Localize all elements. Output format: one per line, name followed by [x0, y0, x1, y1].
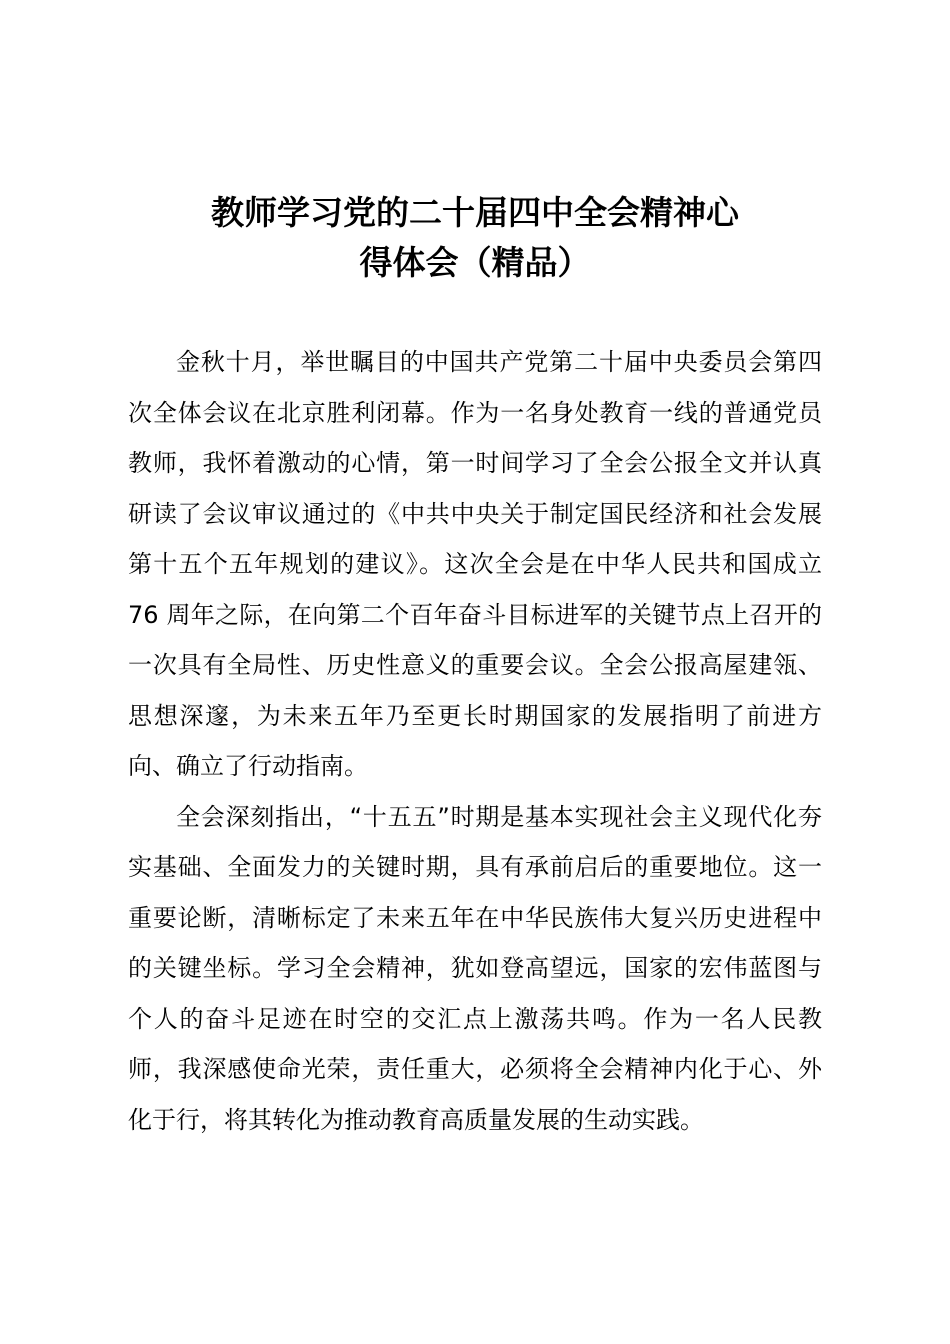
document-title — [128, 188, 822, 288]
title-line-1: 教师学习党的二十届四中全会精神心 — [211, 193, 739, 232]
document-body — [128, 337, 822, 1145]
title-line-2: 得体会（精品） — [359, 243, 591, 282]
paragraph-1: 金秋十月，举世瞩目的中国共产党第二十届中央委员会第四次全体会议在北京胜利闭幕。作为一名身处教育一线的普通党员教师，我怀着激动的心情，第一时间学习了全会公报全文并认真研读了会议审议通过的《中共中央关于制定国民经济和社会发展第十五个五年规划的建议》。这次全会是在中华人民共和国成立 76 周年之际，在向第二个百年奋斗目标进军的关键节点上召开的一次具有全局性、历史性意义的重要会议。全会公报高屋建瓴、思想深邃，为未来五年乃至更长时期国家的发展指明了前进方向、确立了行动指南。 — [128, 348, 822, 780]
paragraph-2: 全会深刻指出，“十五五”时期是基本实现社会主义现代化夯实基础、全面发力的关键时期，具有承前启后的重要地位。这一重要论断，清晰标定了未来五年在中华民族伟大复兴历史进程中的关键坐标。学习全会精神，犹如登高望远，国家的宏伟蓝图与个人的奋斗足迹在时空的交汇点上激荡共鸣。作为一名人民教师，我深感使命光荣，责任重大，必须将全会精神内化于心、外化于行，将其转化为推动教育高质量发展的生动实践。 — [128, 802, 822, 1134]
